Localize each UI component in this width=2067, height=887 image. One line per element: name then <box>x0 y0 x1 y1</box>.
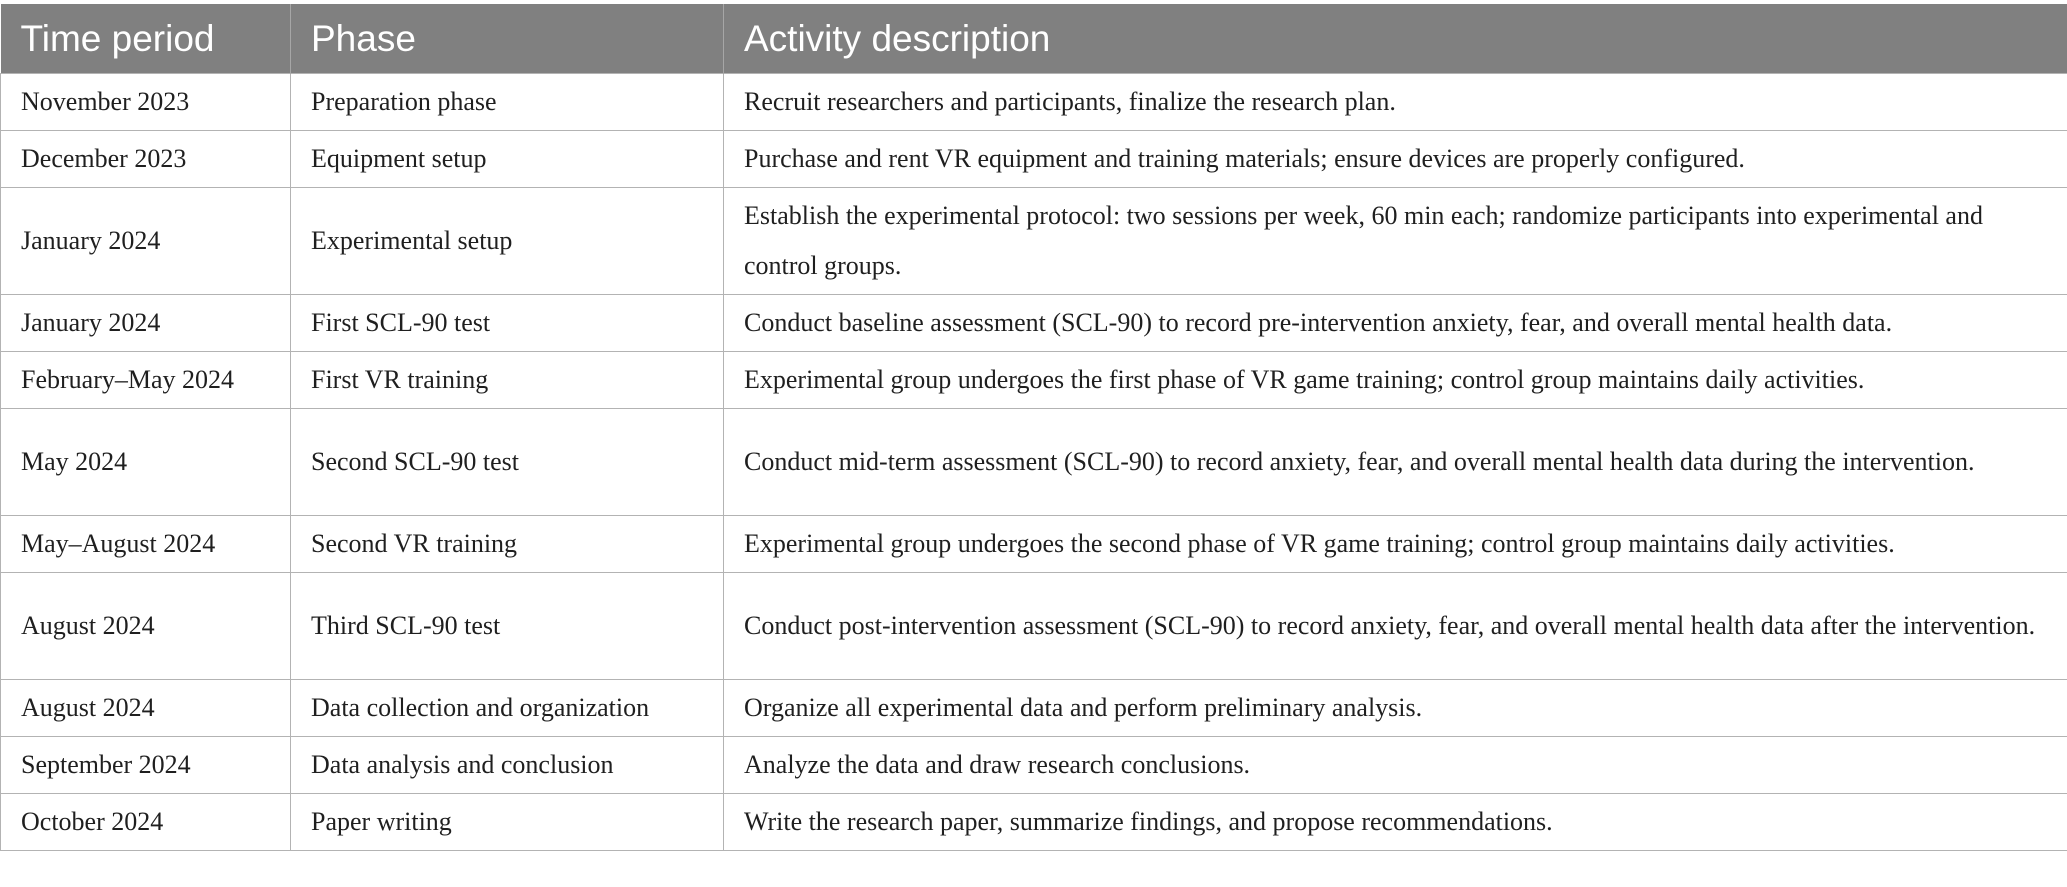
description-cell: Conduct baseline assessment (SCL-90) to record pre-intervention anxiety, fear, and overall mental health data. <box>724 295 2067 352</box>
phase-cell: Third SCL-90 test <box>291 573 724 680</box>
time-cell: November 2023 <box>1 74 291 131</box>
table-row <box>1 737 2067 794</box>
table-row <box>1 188 2067 295</box>
schedule-table-container <box>0 4 2067 851</box>
time-cell: February–May 2024 <box>1 352 291 409</box>
phase-cell: First SCL-90 test <box>291 295 724 352</box>
time-cell: August 2024 <box>1 573 291 680</box>
table-row <box>1 352 2067 409</box>
description-cell: Purchase and rent VR equipment and training materials; ensure devices are properly configured. <box>724 131 2067 188</box>
phase-cell: Equipment setup <box>291 131 724 188</box>
table-row <box>1 409 2067 516</box>
time-cell: September 2024 <box>1 737 291 794</box>
time-cell: December 2023 <box>1 131 291 188</box>
time-cell: August 2024 <box>1 680 291 737</box>
table-body <box>1 74 2067 851</box>
phase-cell: First VR training <box>291 352 724 409</box>
time-cell: January 2024 <box>1 188 291 295</box>
phase-cell: Experimental setup <box>291 188 724 295</box>
header-phase: Phase <box>291 4 724 74</box>
table-row <box>1 516 2067 573</box>
time-cell: May 2024 <box>1 409 291 516</box>
description-cell: Recruit researchers and participants, finalize the research plan. <box>724 74 2067 131</box>
table-row <box>1 131 2067 188</box>
description-cell: Write the research paper, summarize findings, and propose recommendations. <box>724 794 2067 851</box>
description-cell: Organize all experimental data and perform preliminary analysis. <box>724 680 2067 737</box>
table-row <box>1 74 2067 131</box>
table-header <box>1 4 2067 74</box>
table-row <box>1 295 2067 352</box>
time-cell: May–August 2024 <box>1 516 291 573</box>
description-cell: Conduct post-intervention assessment (SCL-90) to record anxiety, fear, and overall mental health data after the intervention. <box>724 573 2067 680</box>
phase-cell: Data collection and organization <box>291 680 724 737</box>
phase-cell: Preparation phase <box>291 74 724 131</box>
time-cell: January 2024 <box>1 295 291 352</box>
table-row <box>1 573 2067 680</box>
header-row <box>1 4 2067 74</box>
phase-cell: Second SCL-90 test <box>291 409 724 516</box>
schedule-table <box>0 4 2067 851</box>
time-cell: October 2024 <box>1 794 291 851</box>
description-cell: Analyze the data and draw research conclusions. <box>724 737 2067 794</box>
phase-cell: Second VR training <box>291 516 724 573</box>
description-cell: Conduct mid-term assessment (SCL-90) to record anxiety, fear, and overall mental health data during the intervention. <box>724 409 2067 516</box>
description-cell: Experimental group undergoes the second phase of VR game training; control group maintains daily activities. <box>724 516 2067 573</box>
header-activity-description: Activity description <box>724 4 2067 74</box>
description-cell: Experimental group undergoes the first phase of VR game training; control group maintains daily activities. <box>724 352 2067 409</box>
phase-cell: Data analysis and conclusion <box>291 737 724 794</box>
table-row <box>1 680 2067 737</box>
header-time-period: Time period <box>1 4 291 74</box>
table-row <box>1 794 2067 851</box>
description-cell: Establish the experimental protocol: two sessions per week, 60 min each; randomize participants into experimental and control groups. <box>724 188 2067 295</box>
phase-cell: Paper writing <box>291 794 724 851</box>
